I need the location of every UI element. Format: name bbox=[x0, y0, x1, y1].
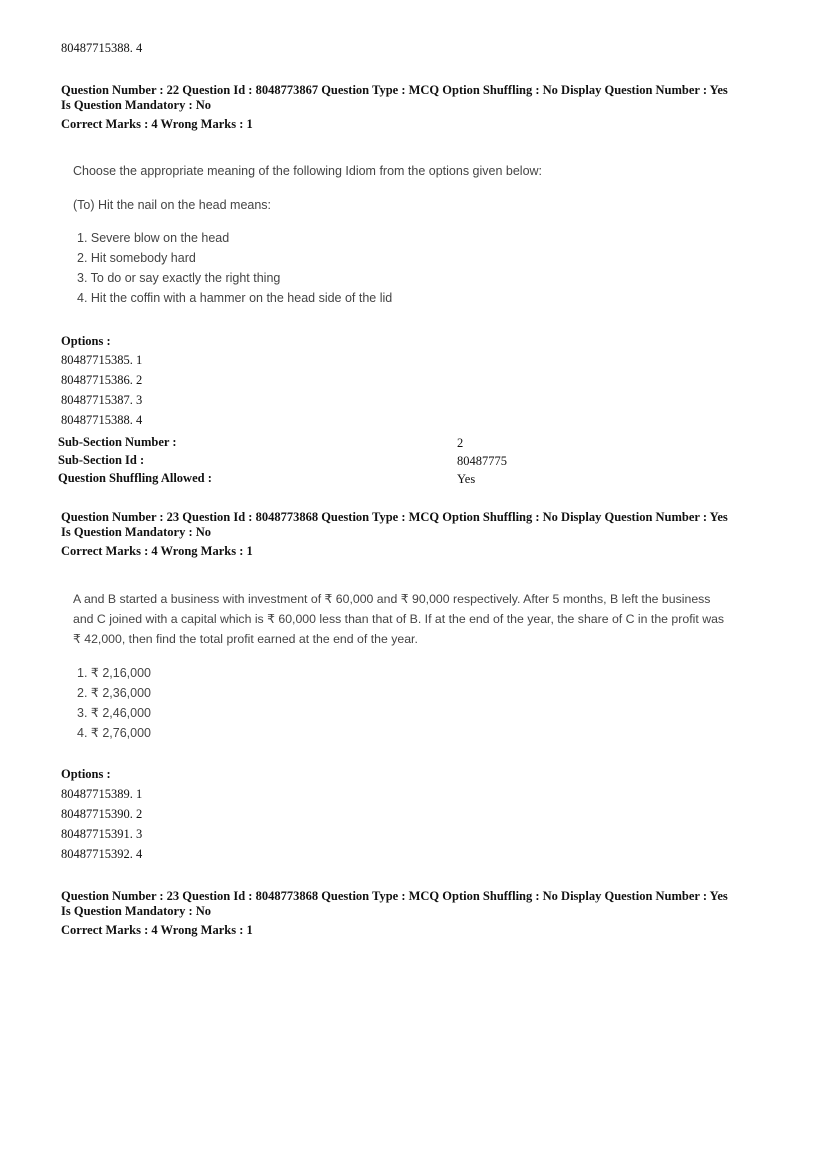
question-header: Question Number : 22 Question Id : 8048773867 Question Type : MCQ Option Shuffling : No Display Question Number : Yes bbox=[61, 83, 728, 97]
question-marks: Correct Marks : 4 Wrong Marks : 1 bbox=[61, 544, 253, 558]
choice-item: 2. ₹ 2,36,000 bbox=[77, 686, 151, 700]
option-item: 80487715388. 4 bbox=[61, 413, 143, 427]
choice-item: 3. ₹ 2,46,000 bbox=[77, 706, 151, 720]
question-marks: Correct Marks : 4 Wrong Marks : 1 bbox=[61, 923, 253, 937]
option-item: 80487715390. 2 bbox=[61, 807, 143, 821]
option-item: 80487715392. 4 bbox=[61, 847, 143, 861]
question-shuffling-label: Question Shuffling Allowed : bbox=[58, 471, 212, 485]
question-text-line: and C joined with a capital which is ₹ 60,000 less than that of B. If at the end of the year, the share of C in the profit was bbox=[73, 612, 725, 626]
options-label: Options : bbox=[61, 334, 111, 348]
question-mandatory: Is Question Mandatory : No bbox=[61, 525, 212, 539]
subsection-number-label: Sub-Section Number : bbox=[58, 435, 177, 449]
subsection-number-value: 2 bbox=[457, 436, 464, 450]
question-text-line: A and B started a business with investment of ₹ 60,000 and ₹ 90,000 respectively. After 5 months, B left the business bbox=[73, 592, 711, 606]
option-item: 80487715387. 3 bbox=[61, 393, 143, 407]
choice-item: 2. Hit somebody hard bbox=[77, 251, 196, 265]
question-instruction: Choose the appropriate meaning of the following Idiom from the options given below: bbox=[73, 164, 543, 178]
choice-item: 3. To do or say exactly the right thing bbox=[77, 271, 281, 285]
option-item: 80487715385. 1 bbox=[61, 353, 143, 367]
question-mandatory: Is Question Mandatory : No bbox=[61, 98, 212, 112]
question-mandatory: Is Question Mandatory : No bbox=[61, 904, 212, 918]
question-header: Question Number : 23 Question Id : 8048773868 Question Type : MCQ Option Shuffling : No Display Question Number : Yes bbox=[61, 889, 728, 903]
choice-item: 4. ₹ 2,76,000 bbox=[77, 726, 151, 740]
option-item: 80487715386. 2 bbox=[61, 373, 143, 387]
question-shuffling-value: Yes bbox=[457, 472, 476, 486]
option-item: 80487715389. 1 bbox=[61, 787, 143, 801]
choice-item: 1. ₹ 2,16,000 bbox=[77, 666, 151, 680]
choice-item: 1. Severe blow on the head bbox=[77, 231, 230, 245]
options-label: Options : bbox=[61, 767, 111, 781]
choice-item: 4. Hit the coffin with a hammer on the head side of the lid bbox=[77, 291, 393, 305]
question-marks: Correct Marks : 4 Wrong Marks : 1 bbox=[61, 117, 253, 131]
option-item: 80487715391. 3 bbox=[61, 827, 143, 841]
subsection-id-value: 80487775 bbox=[457, 454, 507, 468]
question-header: Question Number : 23 Question Id : 8048773868 Question Type : MCQ Option Shuffling : No Display Question Number : Yes bbox=[61, 510, 728, 524]
carryover-option: 80487715388. 4 bbox=[61, 41, 143, 55]
question-text-line: ₹ 42,000, then find the total profit earned at the end of the year. bbox=[73, 632, 418, 646]
question-prompt: (To) Hit the nail on the head means: bbox=[73, 198, 272, 212]
subsection-id-label: Sub-Section Id : bbox=[58, 453, 145, 467]
